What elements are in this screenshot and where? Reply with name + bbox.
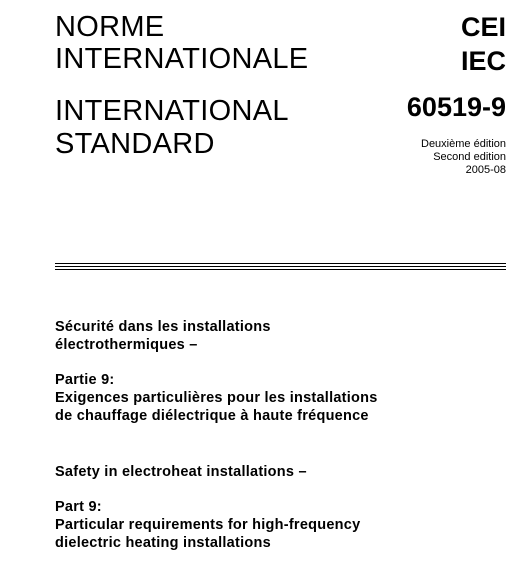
edition-en: Second edition	[433, 151, 506, 163]
fr-part-label: Partie 9:	[55, 372, 115, 388]
fr-main-title-line2: électrothermiques –	[55, 337, 198, 353]
en-part-title-line1: Particular requirements for high-frequency	[55, 517, 361, 533]
standard-number: 60519-9	[406, 92, 506, 122]
divider-line	[55, 263, 506, 264]
en-part-label: Part 9:	[55, 499, 102, 515]
divider-line	[55, 266, 506, 267]
divider-line	[55, 269, 506, 270]
code-iec: IEC	[460, 46, 506, 76]
standard-line2: STANDARD	[55, 128, 215, 160]
fr-part-title-line2: de chauffage diélectrique à haute fréquence	[55, 408, 369, 424]
norme-line2: INTERNATIONALE	[55, 43, 309, 75]
divider-rules	[55, 263, 506, 272]
norme-line1: NORME	[55, 11, 165, 43]
edition-date: 2005-08	[465, 164, 506, 176]
fr-main-title-line1: Sécurité dans les installations	[55, 319, 271, 335]
edition-fr: Deuxième édition	[421, 138, 506, 150]
fr-part-title-line1: Exigences particulières pour les installations	[55, 390, 378, 406]
en-main-title: Safety in electroheat installations –	[55, 464, 307, 480]
standard-line1: INTERNATIONAL	[55, 95, 289, 127]
code-cei: CEI	[460, 12, 506, 42]
en-part-title-line2: dielectric heating installations	[55, 535, 271, 551]
